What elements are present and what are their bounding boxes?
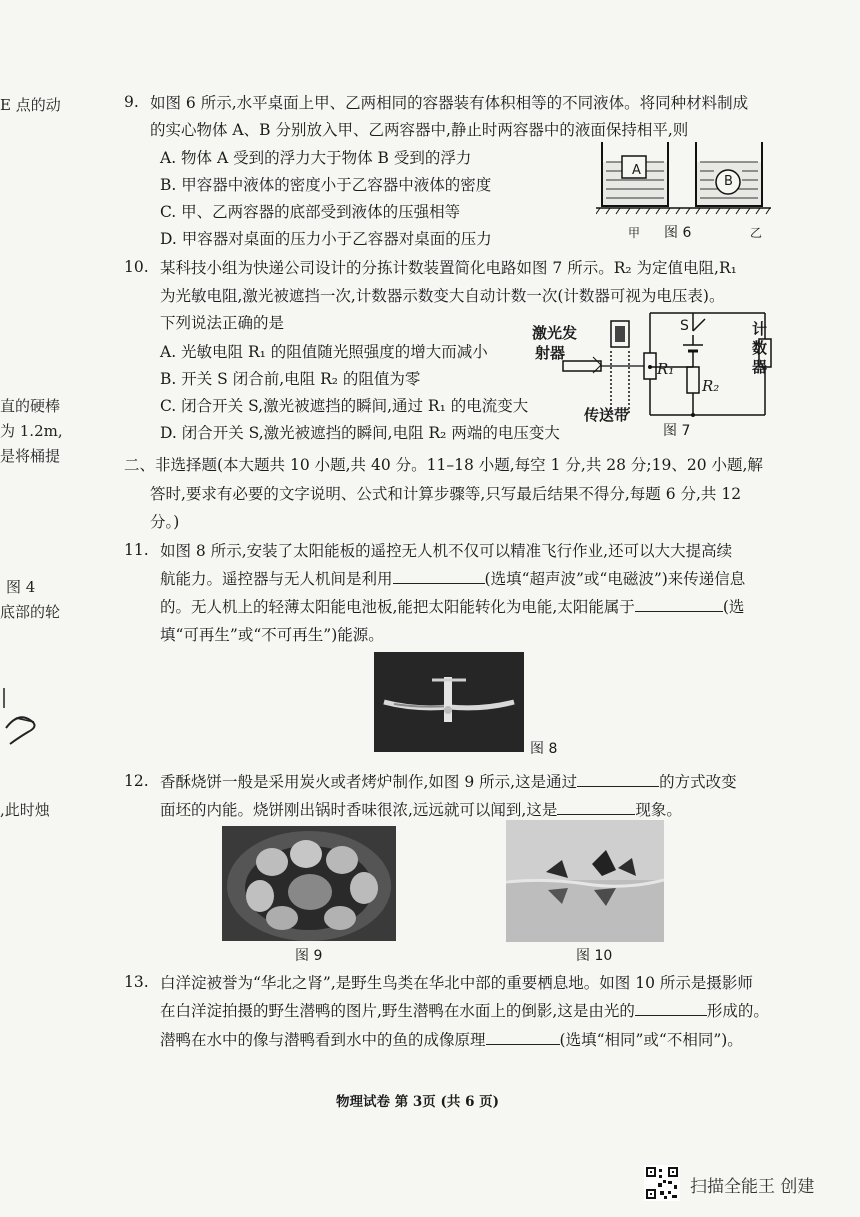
figure-7-r1-label: R₁ [657, 360, 675, 378]
answer-blank[interactable] [557, 800, 635, 815]
section-2-heading: 分。) [150, 513, 180, 531]
answer-blank[interactable] [635, 1001, 707, 1016]
question-10-option-b: B. 开关 S 闭合前,电阻 R₂ 的阻值为零 [160, 370, 421, 388]
section-2-heading: 答时,要求有必要的文字说明、公式和计算步骤等,只写最后结果不得分,每题 6 分,共 12 [150, 485, 742, 503]
figure-7-belt-label: 传送带 [584, 406, 630, 424]
question-13-text [160, 1030, 743, 1050]
answer-blank[interactable] [486, 1030, 560, 1045]
answer-blank[interactable] [577, 772, 659, 787]
question-11-text: 如图 8 所示,安装了太阳能板的遥控无人机不仅可以精准飞行作业,还可以大大提高续 [160, 542, 733, 560]
question-13-text-part: 形成的。 [706, 1002, 769, 1020]
section-2-heading: 二、非选择题(本大题共 10 小题,共 40 分。11–18 小题,每空 1 分,共 28 分;19、20 小题,解 [124, 456, 763, 474]
question-12-text-part: 的方式改变 [659, 773, 737, 791]
question-12-text [160, 772, 737, 792]
question-11-text-part: 的。无人机上的轻薄太阳能电池板,能把太阳能转化为电能,太阳能属于 [160, 598, 635, 616]
margin-fragment: 直的硬棒 [0, 397, 61, 415]
question-12-text-part: 面坯的内能。烧饼刚出锅时香味很浓,远远就可以闻到,这是 [160, 801, 558, 819]
question-10-stem: 某科技小组为快递公司设计的分拣计数装置简化电路如图 7 所示。R₂ 为定值电阻,R₁ [160, 259, 737, 277]
figure-7-r2-label: R₂ [702, 377, 720, 395]
question-13-text-part: 潜鸭在水中的像与潜鸭看到水中的鱼的成像原理 [160, 1031, 486, 1049]
question-9-stem: 如图 6 所示,水平桌面上甲、乙两相同的容器装有体积相等的不同液体。将同种材料制成 [150, 94, 749, 112]
figure-6-object-b-label: B [724, 174, 733, 189]
figure-10-duck-photo [506, 820, 664, 942]
question-11-text: 填“可再生”或“不可再生”)能源。 [160, 626, 384, 644]
figure-6-label-jia: 甲 [628, 226, 641, 240]
question-9-option-c: C. 甲、乙两容器的底部受到液体的压强相等 [160, 203, 461, 221]
question-11-text-part: 航能力。遥控器与无人机间是利用 [160, 570, 393, 588]
question-10-stem: 下列说法正确的是 [160, 314, 285, 332]
figure-7-counter-label [752, 320, 767, 377]
figure-7-counter-char: 器 [752, 358, 768, 376]
margin-fragment: ,此时烛 [0, 801, 50, 819]
figure-7-laser-label: 射器 [535, 344, 566, 362]
question-11-text-part: (选填“超声波”或“电磁波”)来传递信息 [484, 570, 746, 588]
question-11-number: 11. [124, 541, 149, 559]
question-13-text [160, 1001, 769, 1021]
question-10-option-a: A. 光敏电阻 R₁ 的阻值随光照强度的增大而减小 [160, 343, 488, 361]
question-9-number: 9. [124, 93, 139, 111]
question-9-option-d: D. 甲容器对桌面的压力小于乙容器对桌面的压力 [160, 230, 492, 248]
margin-fragment: 底部的轮 [0, 603, 61, 621]
margin-fragment: 为 1.2m, [0, 422, 63, 440]
question-10-number: 10. [124, 258, 149, 276]
margin-fragment: E 点的动 [0, 96, 61, 114]
question-11-text [160, 597, 744, 617]
page-footer: 物理试卷 第 3页 (共 6 页) [336, 1094, 500, 1110]
margin-fragment: 是将桶提 [0, 447, 61, 465]
question-11-text [160, 569, 745, 589]
answer-blank[interactable] [635, 597, 723, 612]
question-12-text [160, 800, 682, 820]
question-13-text: 白洋淀被誉为“华北之肾”,是野生鸟类在华北中部的重要栖息地。如图 10 所示是摄影师 [160, 974, 753, 992]
figure-6-caption: 图 6 [664, 225, 692, 241]
margin-fragment: 图 4 [6, 578, 36, 596]
figure-10-caption: 图 10 [576, 948, 613, 964]
question-10-stem: 为光敏电阻,激光被遮挡一次,计数器示数变大自动计数一次(计数器可视为电压表)。 [160, 287, 725, 305]
figure-7-switch-label: S [680, 318, 689, 334]
figure-7-laser-label: 激光发 [532, 324, 578, 342]
question-12-text-part: 现象。 [635, 801, 682, 819]
question-13-text-part: (选填“相同”或“不相同”)。 [559, 1031, 743, 1049]
figure-6-object-a-label: A [632, 163, 641, 178]
figure-6-label-yi: 乙 [750, 226, 763, 240]
answer-blank[interactable] [393, 569, 485, 584]
margin-sketch [0, 680, 50, 750]
figure-7-caption: 图 7 [663, 423, 691, 439]
question-10-option-d: D. 闭合开关 S,激光被遮挡的瞬间,电阻 R₂ 两端的电压变大 [160, 424, 560, 442]
question-13-number: 13. [124, 973, 149, 991]
figure-9-caption: 图 9 [295, 948, 323, 964]
figure-8-drone-photo [374, 652, 524, 752]
figure-7-counter-char: 计 [752, 320, 768, 338]
question-9-stem: 的实心物体 A、B 分别放入甲、乙两容器中,静止时两容器中的液面保持相平,则 [150, 121, 689, 139]
figure-9-shaobing-photo [222, 826, 396, 941]
question-12-text-part: 香酥烧饼一般是采用炭火或者烤炉制作,如图 9 所示,这是通过 [160, 773, 578, 791]
question-9-option-a: A. 物体 A 受到的浮力大于物体 B 受到的浮力 [160, 149, 472, 167]
scanner-watermark: 扫描全能王 创建 [690, 1177, 815, 1197]
qr-code-icon [644, 1165, 680, 1201]
figure-7-counter-char: 数 [752, 339, 768, 357]
figure-6-containers [596, 138, 771, 220]
figure-8-caption: 图 8 [530, 741, 558, 757]
question-10-option-c: C. 闭合开关 S,激光被遮挡的瞬间,通过 R₁ 的电流变大 [160, 397, 529, 415]
question-13-text-part: 在白洋淀拍摄的野生潜鸭的图片,野生潜鸭在水面上的倒影,这是由光的 [160, 1002, 635, 1020]
question-12-number: 12. [124, 772, 149, 790]
question-9-option-b: B. 甲容器中液体的密度小于乙容器中液体的密度 [160, 176, 492, 194]
question-11-text-part: (选 [722, 598, 745, 616]
